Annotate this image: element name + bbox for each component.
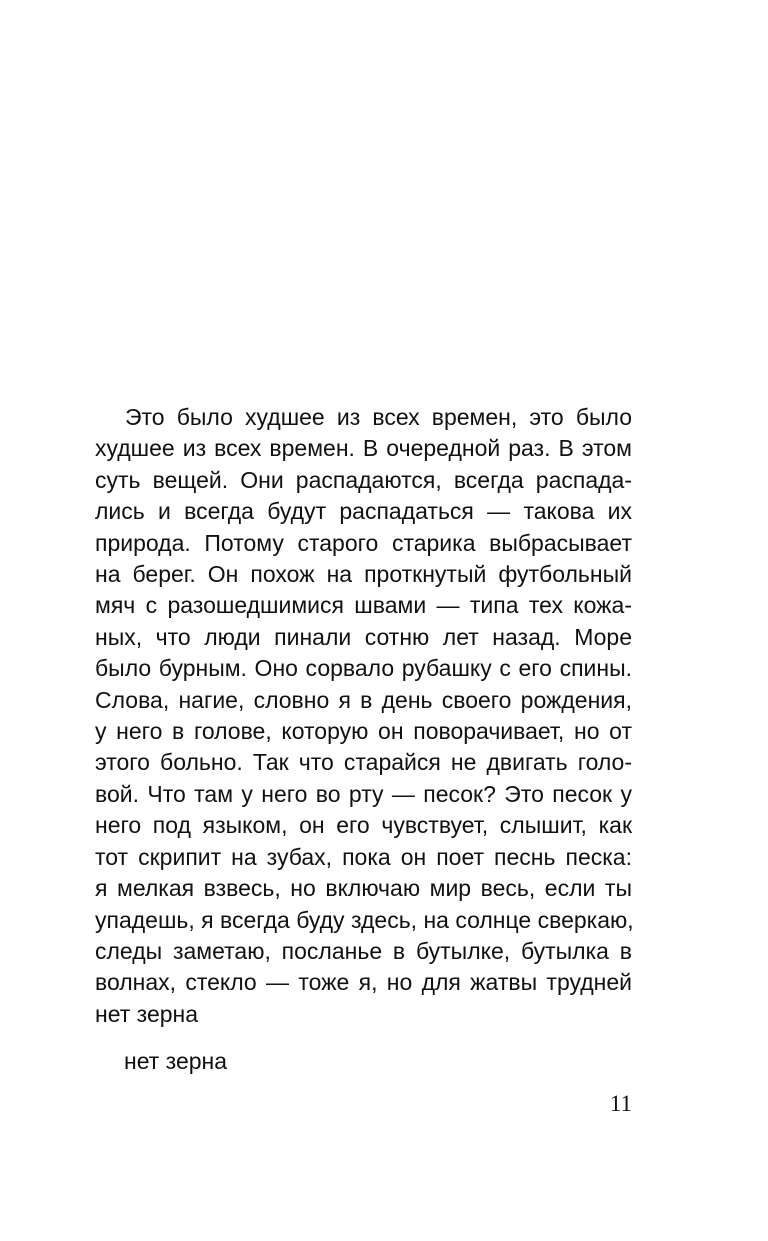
paragraph-line: я мелкая взвесь, но включаю мир весь, если ты [95, 875, 632, 902]
paragraph-line: ных, что люди пинали сотню лет назад. Море [95, 623, 632, 650]
paragraph-line: мяч с разошедшимися швами — типа тех кожа- [95, 592, 632, 619]
paragraph-line: на берег. Он похож на проткнутый футбольный [95, 561, 632, 588]
paragraph-line: нет зерна [95, 1000, 199, 1027]
paragraph-line: тот скрипит на зубах, пока он поет песнь песка: [95, 843, 632, 870]
paragraph-line: природа. Потому старого старика выбрасывает [95, 529, 632, 556]
paragraph-line: следы заметаю, посланье в бутылке, бутылка в [95, 937, 632, 964]
paragraph-line: было бурным. Оно сорвало рубашку с его спины. [95, 655, 632, 682]
paragraph-line: Слова, нагие, словно я в день своего рождения, [95, 686, 632, 713]
echo-line: нет зерна [124, 1048, 228, 1074]
paragraph-line: лись и всегда будут распадаться — такова их [95, 498, 632, 525]
paragraph-line: суть вещей. Они распадаются, всегда распада- [95, 466, 632, 493]
page-number: 11 [609, 1091, 632, 1116]
paragraph-line: упадешь, я всегда буду здесь, на солнце сверкаю, [95, 906, 634, 933]
paragraph-line: вой. Что там у него во рту — песок? Это песок у [95, 780, 632, 807]
main-paragraph [95, 402, 632, 1030]
paragraph-line: него под языком, он его чувствует, слышит, как [95, 812, 632, 839]
paragraph-line: Это было худшее из всех времен, это было [125, 404, 632, 430]
paragraph-line: у него в голове, которую он поворачивает, но от [95, 718, 632, 745]
paragraph-line: волнах, стекло — тоже я, но для жатвы трудней [95, 969, 632, 996]
paragraph-line: худшее из всех времен. В очередной раз. В этом [95, 435, 632, 462]
paragraph-line: этого больно. Так что старайся не двигать голо- [95, 749, 632, 776]
